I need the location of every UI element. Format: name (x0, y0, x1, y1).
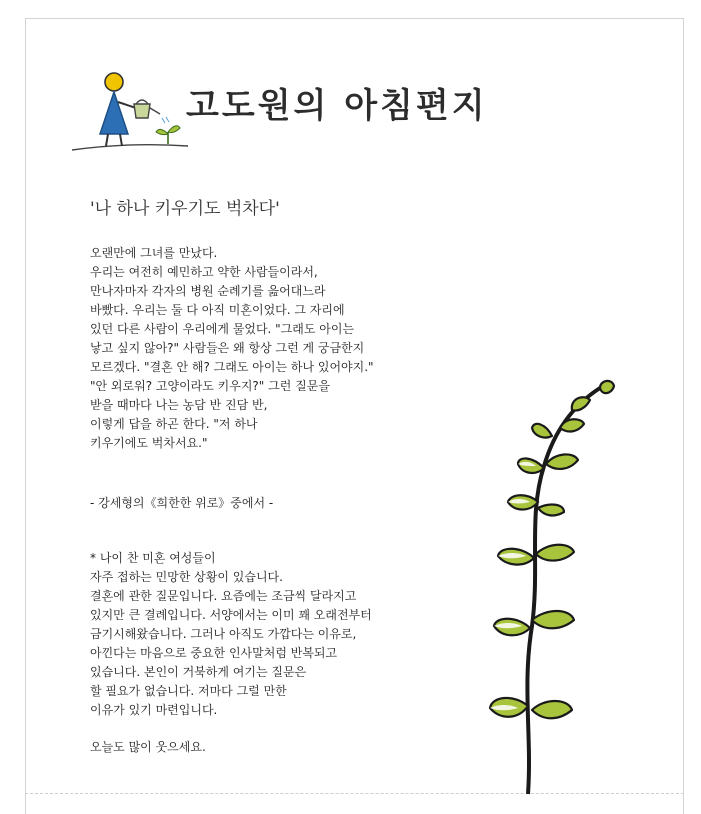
body-line: 만나자마자 각자의 병원 순례기를 읊어대느라 (90, 284, 326, 298)
body-line: 이렇게 답을 하곤 한다. "저 하나 (90, 417, 258, 431)
letter-headline: '나 하나 키우기도 벅차다' (90, 199, 280, 219)
editor-note (90, 549, 372, 720)
body-line: 오랜만에 그녀를 만났다. (90, 246, 218, 260)
body-line: 바빴다. 우리는 둘 다 아직 미혼이었다. 그 자리에 (90, 303, 345, 317)
note-line: * 나이 찬 미혼 여성들이 (90, 551, 216, 565)
note-line: 아낀다는 마음으로 중요한 인사말처럼 반복되고 (90, 646, 338, 660)
vine-illustration (488, 376, 618, 796)
body-line: 있던 다른 사람이 우리에게 물었다. "그래도 아이는 (90, 322, 355, 336)
note-line: 이유가 있기 마련입니다. (90, 703, 218, 717)
note-line: 있지만 큰 결례입니다. 서양에서는 이미 꽤 오래전부터 (90, 608, 372, 622)
note-line: 있습니다. 본인이 거북하게 여기는 질문은 (90, 665, 307, 679)
body-line: 모르겠다. "결혼 안 해? 그래도 아이는 하나 있어야지." (90, 360, 374, 374)
quote-source: - 강세형의《희한한 위로》중에서 - (90, 496, 274, 510)
body-line: 낳고 싶지 않아?" 사람들은 왜 항상 그런 게 궁금한지 (90, 341, 365, 355)
letter-body (90, 244, 374, 453)
closing-greeting: 오늘도 많이 웃으세요. (90, 740, 206, 754)
body-line: "안 외로워? 고양이라도 키우지?" 그런 질문을 (90, 379, 330, 393)
note-line: 결혼에 관한 질문입니다. 요즘에는 조금씩 달라지고 (90, 589, 357, 603)
woman-watering-plant-icon (70, 68, 190, 156)
body-line: 받을 때마다 나는 농담 반 진담 반, (90, 398, 268, 412)
body-line: 우리는 여전히 예민하고 약한 사람들이라서, (90, 265, 318, 279)
note-line: 자주 접하는 민망한 상황이 있습니다. (90, 570, 283, 584)
note-line: 금기시해왔습니다. 그러나 아직도 가깝다는 이유로, (90, 627, 357, 641)
site-title: 고도원의 아침편지 (186, 86, 488, 126)
body-line: 키우기에도 벅차서요." (90, 436, 208, 450)
note-line: 할 필요가 없습니다. 저마다 그럴 만한 (90, 684, 287, 698)
